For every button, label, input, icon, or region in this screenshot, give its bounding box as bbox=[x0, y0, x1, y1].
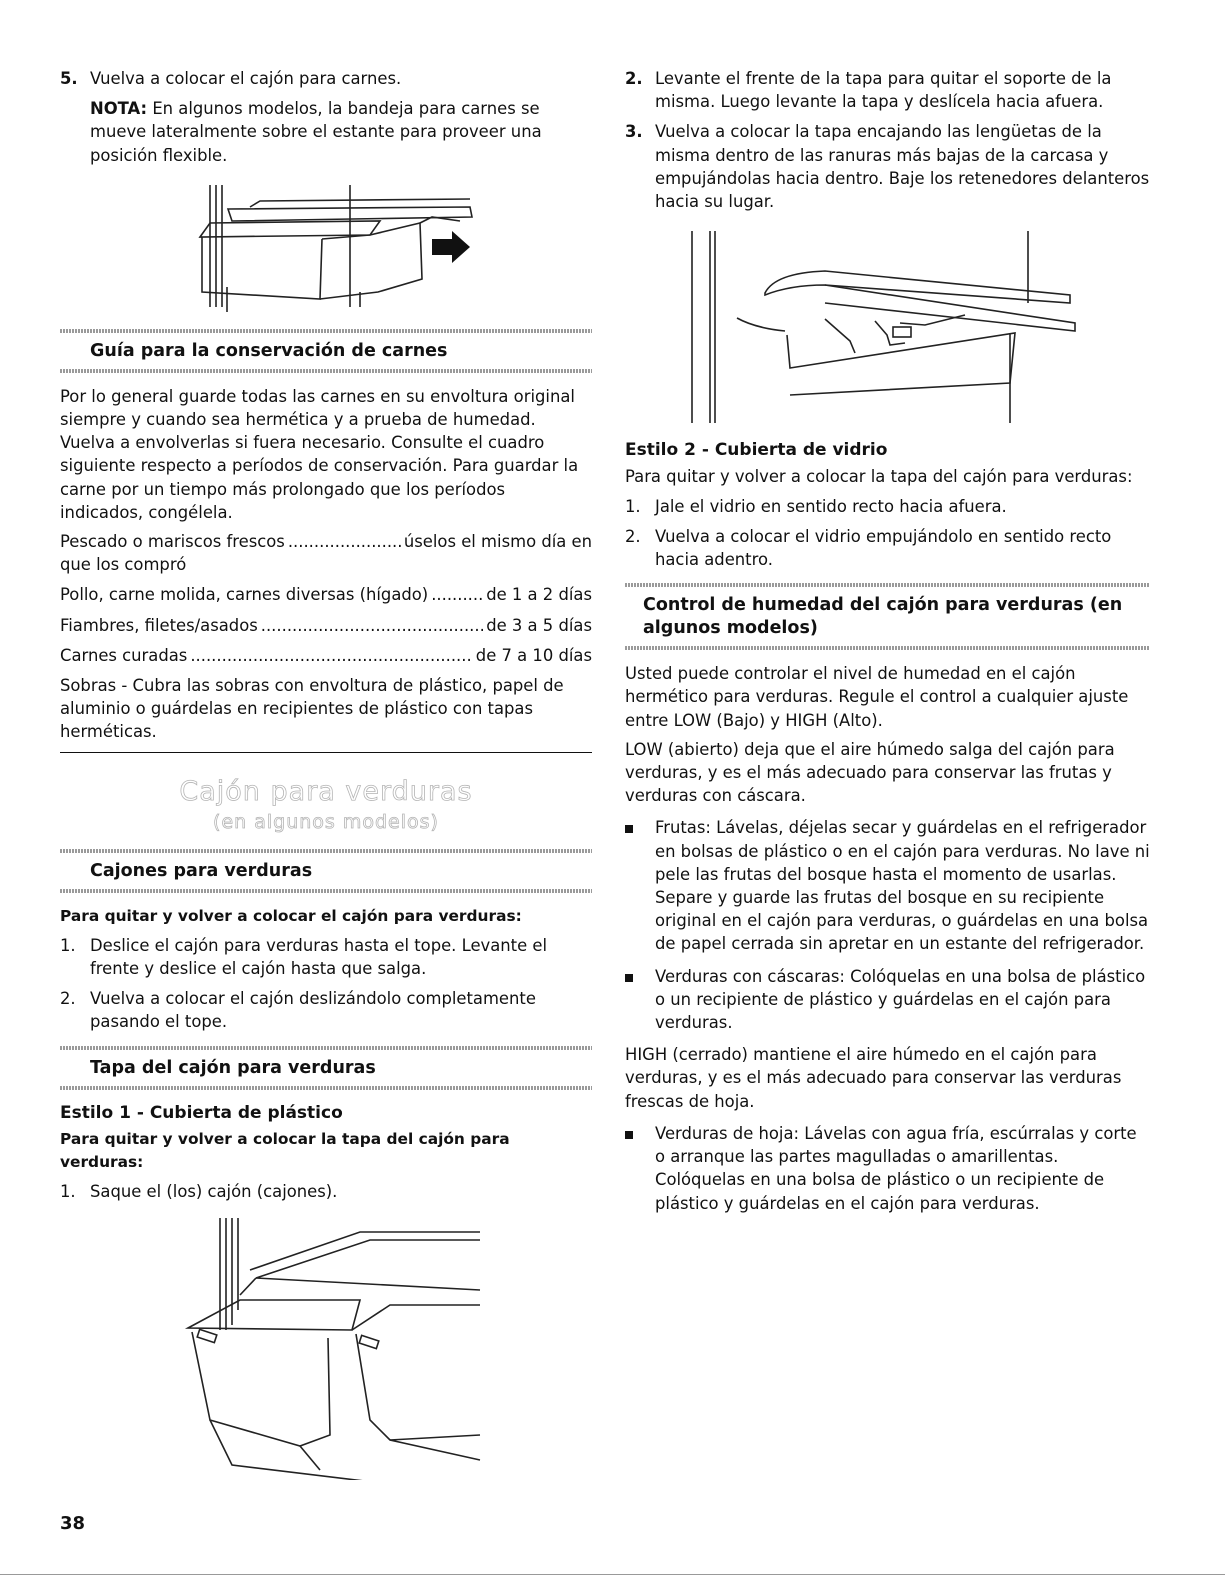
leftovers-text: Sobras - Cubra las sobras con envoltura de plástico, papel de aluminio o guárdelas en recipientes de plástico con tapas herméticas. bbox=[60, 676, 564, 742]
section-stripe bbox=[60, 889, 592, 893]
step-text: Saque el (los) cajón (cajones). bbox=[90, 1182, 338, 1202]
crisper-heading bbox=[60, 775, 592, 835]
bullet-icon bbox=[625, 825, 633, 833]
bullet-text: Verduras de hoja: Lávelas con agua fría, escúrralas y corte o arranque las partes magulladas o amarillentas. Colóquelas en una bolsa de plástico o un recipiente de plástico y guárdelas en el cajón para verduras. bbox=[655, 1123, 1137, 1213]
step-2 bbox=[60, 987, 592, 1033]
humidity-title: Control de humedad del cajón para verduras (en algunos modelos) bbox=[643, 595, 1123, 639]
crisper-cover-illustration bbox=[625, 223, 1150, 431]
step-1 bbox=[60, 1180, 592, 1203]
step-5 bbox=[60, 67, 592, 90]
step-text: Vuelva a colocar el cajón deslizándolo completamente pasando el tope. bbox=[90, 989, 536, 1032]
crispers-subhead: Para quitar y volver a colocar el cajón para verduras: bbox=[60, 906, 522, 925]
meat-row bbox=[60, 644, 592, 667]
meat-row-value: de 7 a 10 días bbox=[475, 645, 592, 665]
note bbox=[90, 97, 592, 167]
meat-row-value: de 3 a 5 días bbox=[486, 615, 592, 635]
meat-drawer-illustration bbox=[60, 177, 592, 317]
meat-row bbox=[60, 614, 592, 637]
step-1 bbox=[625, 495, 1150, 518]
humidity-p2: LOW (abierto) deja que el aire húmedo salga del cajón para verduras, y es el más adecuado para conservar las frutas y verduras con cáscara. bbox=[625, 739, 1115, 806]
step-text: Vuelva a colocar la tapa encajando las lengüetas de la misma dentro de las ranuras más bajas de la carcasa y empujándolas hacia dentro. Baje los retenedores delanteros hacia su lugar. bbox=[655, 122, 1150, 212]
style1-title: Estilo 1 - Cubierta de plástico bbox=[60, 1102, 343, 1123]
step-text: Jale el vidrio en sentido recto hacia afuera. bbox=[655, 496, 1007, 516]
step-number: 5. bbox=[60, 69, 78, 88]
note-label: NOTA: bbox=[90, 99, 148, 119]
meat-row-cont: que los compró bbox=[60, 555, 187, 575]
cover-title: Tapa del cajón para verduras bbox=[90, 1057, 376, 1078]
bullet-icon bbox=[625, 974, 633, 982]
meat-row-item: Fiambres, filetes/asados bbox=[60, 615, 258, 635]
humidity-p3: HIGH (cerrado) mantiene el aire húmedo en el cajón para verduras, y es el más adecuado para conservar las verduras frescas de hoja. bbox=[625, 1045, 1122, 1111]
right-column bbox=[625, 67, 1150, 1224]
bullet-item bbox=[625, 816, 1150, 955]
style2-intro: Para quitar y volver a colocar la tapa del cajón para verduras: bbox=[625, 467, 1133, 487]
crispers-title: Cajones para verduras bbox=[90, 860, 313, 881]
step-number: 1. bbox=[60, 935, 76, 955]
bullet-icon bbox=[625, 1131, 633, 1139]
section-stripe bbox=[625, 646, 1150, 650]
step-3 bbox=[625, 120, 1150, 213]
section-stripe bbox=[60, 369, 592, 373]
crisper-heading-title: Cajón para verduras bbox=[179, 775, 473, 807]
step-number: 3. bbox=[625, 122, 643, 142]
step-number: 2. bbox=[625, 69, 643, 88]
note-text: En algunos modelos, la bandeja para carnes se mueve lateralmente sobre el estante para proveer una posición flexible. bbox=[90, 99, 542, 165]
step-2 bbox=[625, 67, 1150, 113]
step-text: Deslice el cajón para verduras hasta el tope. Levante el frente y deslice el cajón hasta que salga. bbox=[90, 935, 548, 979]
meat-guide-intro: Por lo general guarde todas las carnes en su envoltura original siempre y cuando sea hermética y a prueba de humedad. Vuelva a envolverlas si fuera necesario. Consulte el cuadro siguiente respecto a períodos de conservación. Para guardar la carne por un tiempo más prolongado que los períodos indicados, congélela. bbox=[60, 386, 579, 522]
cover-subhead: Para quitar y volver a colocar la tapa del cajón para verduras: bbox=[60, 1129, 510, 1172]
section-stripe bbox=[60, 1086, 592, 1090]
page-number: 38 bbox=[60, 1513, 86, 1534]
meat-guide-title: Guía para la conservación de carnes bbox=[90, 340, 448, 361]
step-number: 1. bbox=[625, 496, 641, 516]
meat-row bbox=[60, 583, 592, 606]
step-number: 1. bbox=[60, 1182, 76, 1202]
step-2 bbox=[625, 525, 1150, 571]
meat-row-value: úselos el mismo día en bbox=[403, 532, 592, 552]
step-number: 2. bbox=[60, 989, 76, 1009]
step-text: Vuelva a colocar el cajón para carnes. bbox=[90, 69, 402, 88]
crisper-heading-subtitle: (en algunos modelos) bbox=[213, 810, 439, 833]
step-text: Vuelva a colocar el vidrio empujándolo en sentido recto hacia adentro. bbox=[655, 526, 1112, 570]
style2-title: Estilo 2 - Cubierta de vidrio bbox=[625, 440, 888, 461]
meat-row-item: Carnes curadas bbox=[60, 645, 188, 665]
meat-row bbox=[60, 530, 592, 553]
step-1 bbox=[60, 934, 592, 980]
page-bottom-rule bbox=[0, 1574, 1225, 1575]
bullet-text: Frutas: Lávelas, déjelas secar y guárdelas en el refrigerador en bolsas de plástico o en el cajón para verduras. No lave ni pele las frutas del bosque hasta el momento de usarlas. Separe y guarde las frutas del bosque en su recipiente original en el cajón para verduras, o guárdelas en una bolsa de papel cerrada sin apretar en un estante del refrigerador. bbox=[655, 818, 1150, 954]
bullet-item bbox=[625, 965, 1150, 1035]
step-text: Levante el frente de la tapa para quitar el soporte de la misma. Luego levante la tapa y deslícela hacia afuera. bbox=[655, 69, 1112, 112]
bullet-item bbox=[625, 1122, 1150, 1215]
humidity-p1: Usted puede controlar el nivel de humedad en el cajón hermético para verduras. Regule el control a cualquier ajuste entre LOW (Bajo) y HIGH (Alto). bbox=[625, 664, 1129, 730]
meat-row-item: Pollo, carne molida, carnes diversas (hígado) bbox=[60, 585, 429, 605]
meat-row-value: de 1 a 2 días bbox=[486, 585, 592, 605]
bullet-text: Verduras con cáscaras: Colóquelas en una bolsa de plástico o un recipiente de plástico y guárdelas en el cajón para verduras. bbox=[655, 966, 1146, 1033]
meat-row-item: Pescado o mariscos frescos bbox=[60, 532, 285, 552]
left-column bbox=[60, 67, 592, 1480]
divider bbox=[60, 752, 592, 753]
crisper-drawers-illustration bbox=[60, 1210, 592, 1480]
step-number: 2. bbox=[625, 526, 641, 546]
